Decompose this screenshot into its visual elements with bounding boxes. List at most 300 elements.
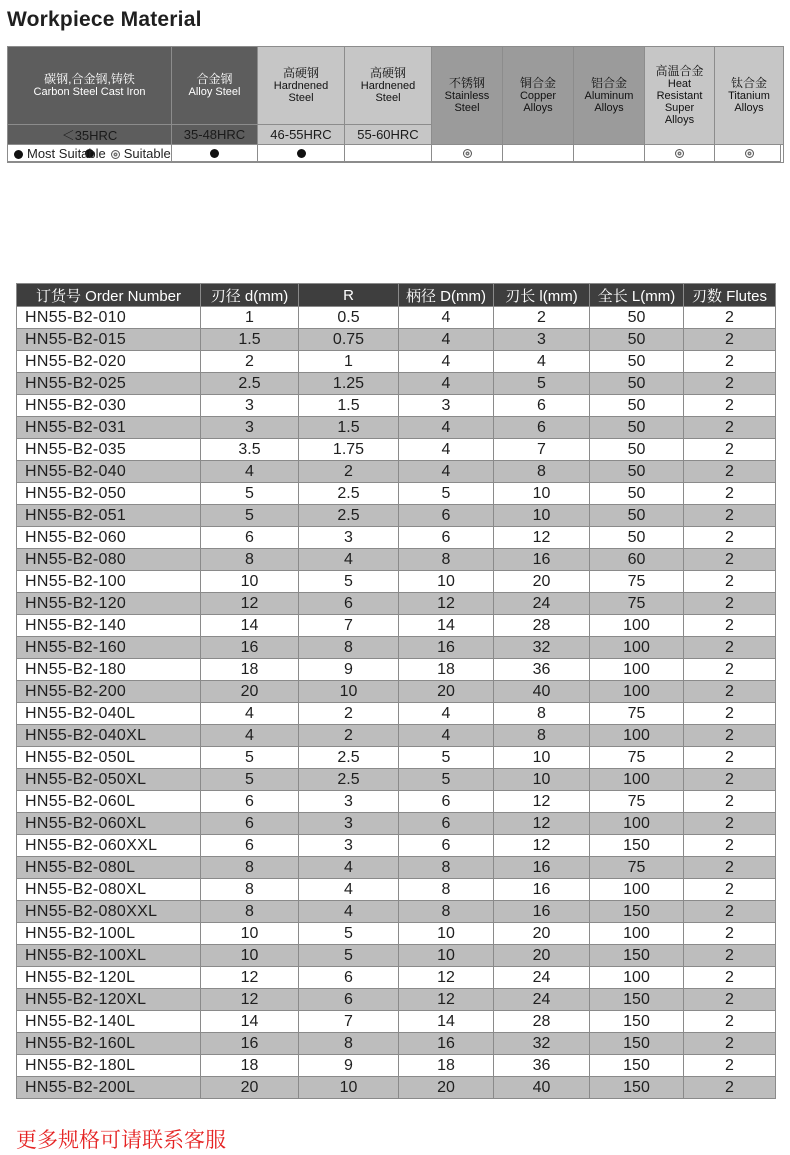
spec-cell: 4	[299, 901, 399, 923]
spec-cell: 150	[590, 901, 684, 923]
spec-cell: 2	[684, 329, 776, 351]
spec-cell: 5	[399, 747, 494, 769]
spec-cell: 100	[590, 637, 684, 659]
spec-cell: 36	[494, 1055, 590, 1077]
spec-cell: 16	[201, 637, 299, 659]
table-row	[17, 615, 776, 637]
spec-cell: 3	[299, 527, 399, 549]
spec-cell: 3	[201, 417, 299, 439]
spec-cell: 20	[201, 1077, 299, 1099]
order-number-cell: HN55-B2-040L	[17, 703, 201, 725]
spec-cell: 2	[684, 417, 776, 439]
spec-cell: 2	[684, 923, 776, 945]
spec-cell: 4	[399, 417, 494, 439]
material-en-label: Alloys	[664, 114, 695, 126]
spec-cell: 20	[494, 945, 590, 967]
column-header: 柄径 D(mm)	[399, 284, 494, 307]
material-header-7	[645, 47, 715, 145]
spec-cell: 10	[201, 945, 299, 967]
material-en-label: Hardnened	[273, 80, 329, 92]
table-row	[17, 1055, 776, 1077]
spec-cell: 16	[494, 549, 590, 571]
spec-cell: 2	[684, 857, 776, 879]
order-number-cell: HN55-B2-025	[17, 373, 201, 395]
material-header-8	[715, 47, 784, 145]
material-cn-label: 高温合金	[655, 64, 704, 78]
spec-cell: 2	[684, 483, 776, 505]
column-header: 订货号 Order Number	[17, 284, 201, 307]
order-number-cell: HN55-B2-060	[17, 527, 201, 549]
material-cn-label: 不锈钢	[448, 76, 485, 90]
table-row	[17, 923, 776, 945]
order-number-cell: HN55-B2-100L	[17, 923, 201, 945]
spec-cell: 50	[590, 483, 684, 505]
table-row	[17, 1033, 776, 1055]
spec-cell: 6	[201, 791, 299, 813]
table-row	[17, 791, 776, 813]
spec-cell: 4	[399, 461, 494, 483]
material-en-label: Alloy Steel	[188, 86, 241, 98]
spec-cell: 3	[494, 329, 590, 351]
spec-cell: 2	[684, 681, 776, 703]
spec-cell: 2	[684, 659, 776, 681]
table-row	[17, 659, 776, 681]
spec-cell: 2	[299, 725, 399, 747]
spec-cell: 8	[201, 857, 299, 879]
spec-cell: 2	[684, 1077, 776, 1099]
order-number-cell: HN55-B2-120	[17, 593, 201, 615]
material-cn-label: 高硬钢	[282, 66, 319, 80]
spec-cell: 18	[201, 1055, 299, 1077]
spec-cell: 8	[399, 879, 494, 901]
spec-cell: 12	[494, 791, 590, 813]
spec-cell: 2.5	[299, 505, 399, 527]
spec-cell: 50	[590, 505, 684, 527]
table-row	[17, 1077, 776, 1099]
spec-cell: 6	[494, 395, 590, 417]
spec-cell: 10	[399, 923, 494, 945]
spec-cell: 10	[399, 571, 494, 593]
order-number-cell: HN55-B2-010	[17, 307, 201, 329]
spec-cell: 2	[684, 945, 776, 967]
spec-cell: 7	[299, 615, 399, 637]
spec-cell: 6	[494, 417, 590, 439]
material-en-label: Alloys	[734, 102, 764, 114]
table-row	[17, 769, 776, 791]
order-number-cell: HN55-B2-180L	[17, 1055, 201, 1077]
spec-cell: 2	[684, 791, 776, 813]
spec-cell: 6	[399, 813, 494, 835]
spec-cell: 3	[299, 791, 399, 813]
material-en-label: Steel	[375, 92, 401, 104]
table-row	[17, 461, 776, 483]
spec-cell: 6	[299, 967, 399, 989]
hardness-range: 35-48HRC	[172, 125, 258, 145]
spec-cell: 20	[201, 681, 299, 703]
spec-cell: 4	[399, 351, 494, 373]
spec-cell: 14	[201, 1011, 299, 1033]
column-header: 刃径 d(mm)	[201, 284, 299, 307]
spec-cell: 4	[299, 857, 399, 879]
table-row	[17, 593, 776, 615]
column-header: 刃长 l(mm)	[494, 284, 590, 307]
spec-cell: 8	[399, 857, 494, 879]
spec-cell: 2	[684, 439, 776, 461]
table-row	[17, 879, 776, 901]
spec-cell: 75	[590, 703, 684, 725]
spec-cell: 18	[399, 1055, 494, 1077]
order-number-cell: HN55-B2-180	[17, 659, 201, 681]
spec-cell: 2	[684, 813, 776, 835]
spec-cell: 10	[494, 769, 590, 791]
spec-cell: 16	[399, 1033, 494, 1055]
order-number-cell: HN55-B2-080XL	[17, 879, 201, 901]
order-number-cell: HN55-B2-040	[17, 461, 201, 483]
spec-cell: 7	[494, 439, 590, 461]
spec-cell: 8	[494, 461, 590, 483]
spec-cell: 100	[590, 769, 684, 791]
table-row	[17, 681, 776, 703]
material-header-3	[345, 47, 432, 125]
spec-cell: 150	[590, 1055, 684, 1077]
table-row	[17, 351, 776, 373]
spec-cell: 8	[201, 901, 299, 923]
table-row	[17, 307, 776, 329]
spec-cell: 4	[201, 725, 299, 747]
material-en-label: Hardnened	[360, 80, 416, 92]
spec-cell: 3	[201, 395, 299, 417]
spec-cell: 6	[201, 835, 299, 857]
spec-cell: 16	[494, 901, 590, 923]
column-header: 刃数 Flutes	[684, 284, 776, 307]
spec-cell: 18	[399, 659, 494, 681]
table-row	[17, 505, 776, 527]
order-number-cell: HN55-B2-200L	[17, 1077, 201, 1099]
spec-cell: 16	[399, 637, 494, 659]
spec-cell: 4	[399, 703, 494, 725]
table-row	[17, 417, 776, 439]
spec-cell: 5	[201, 483, 299, 505]
spec-cell: 28	[494, 1011, 590, 1033]
spec-cell: 20	[494, 923, 590, 945]
table-row	[17, 329, 776, 351]
spec-cell: 12	[201, 989, 299, 1011]
spec-cell: 3	[299, 835, 399, 857]
spec-cell: 4	[399, 329, 494, 351]
order-number-cell: HN55-B2-140	[17, 615, 201, 637]
table-row	[17, 637, 776, 659]
spec-cell: 1.25	[299, 373, 399, 395]
hardness-range: 55-60HRC	[345, 125, 432, 145]
spec-cell: 75	[590, 593, 684, 615]
most-suitable-icon	[14, 150, 23, 159]
spec-cell: 10	[494, 483, 590, 505]
table-row	[17, 549, 776, 571]
spec-cell: 9	[299, 1055, 399, 1077]
spec-cell: 12	[201, 967, 299, 989]
spec-cell: 2	[684, 879, 776, 901]
spec-cell: 1.75	[299, 439, 399, 461]
spec-cell: 4	[399, 307, 494, 329]
spec-cell: 5	[299, 923, 399, 945]
spec-cell: 2	[684, 637, 776, 659]
spec-cell: 6	[399, 527, 494, 549]
spec-cell: 4	[299, 549, 399, 571]
legend-suitable-label: Suitable	[123, 146, 171, 161]
table-row	[17, 747, 776, 769]
page-title: Workpiece Material	[7, 8, 202, 31]
spec-cell: 2	[684, 395, 776, 417]
hardness-range: 46-55HRC	[258, 125, 345, 145]
spec-cell: 2	[684, 1033, 776, 1055]
spec-cell: 100	[590, 813, 684, 835]
spec-cell: 3	[399, 395, 494, 417]
table-row	[17, 813, 776, 835]
spec-cell: 14	[399, 615, 494, 637]
spec-cell: 16	[494, 857, 590, 879]
spec-cell: 50	[590, 527, 684, 549]
spec-cell: 150	[590, 835, 684, 857]
spec-cell: 50	[590, 373, 684, 395]
spec-cell: 12	[399, 989, 494, 1011]
order-number-cell: HN55-B2-035	[17, 439, 201, 461]
table-row	[17, 989, 776, 1011]
order-number-cell: HN55-B2-020	[17, 351, 201, 373]
order-number-cell: HN55-B2-080XXL	[17, 901, 201, 923]
table-row	[17, 901, 776, 923]
material-en-label: Titanium	[728, 90, 770, 102]
order-number-cell: HN55-B2-051	[17, 505, 201, 527]
spec-cell: 10	[299, 1077, 399, 1099]
table-row	[17, 945, 776, 967]
material-en-label: Alloys	[523, 102, 553, 114]
spec-cell: 50	[590, 439, 684, 461]
spec-cell: 10	[494, 747, 590, 769]
spec-cell: 5	[494, 373, 590, 395]
table-row	[17, 439, 776, 461]
table-row	[17, 1011, 776, 1033]
product-spec-table	[16, 283, 776, 1099]
spec-cell: 150	[590, 1033, 684, 1055]
spec-cell: 100	[590, 681, 684, 703]
order-number-cell: HN55-B2-120L	[17, 967, 201, 989]
material-header-0	[8, 47, 172, 125]
order-number-cell: HN55-B2-100	[17, 571, 201, 593]
spec-cell: 12	[201, 593, 299, 615]
order-number-cell: HN55-B2-160	[17, 637, 201, 659]
material-en-label: Resistant	[656, 90, 703, 102]
table-row	[17, 483, 776, 505]
spec-cell: 0.5	[299, 307, 399, 329]
spec-cell: 50	[590, 417, 684, 439]
spec-cell: 2	[684, 307, 776, 329]
material-en-label: Stainless	[444, 90, 490, 102]
order-number-cell: HN55-B2-030	[17, 395, 201, 417]
spec-cell: 3.5	[201, 439, 299, 461]
spec-cell: 6	[399, 505, 494, 527]
spec-cell: 8	[299, 637, 399, 659]
spec-cell: 5	[201, 769, 299, 791]
spec-cell: 12	[494, 527, 590, 549]
spec-cell: 24	[494, 989, 590, 1011]
spec-cell: 16	[494, 879, 590, 901]
spec-cell: 4	[399, 373, 494, 395]
order-number-cell: HN55-B2-040XL	[17, 725, 201, 747]
column-header: R	[299, 284, 399, 307]
spec-cell: 6	[299, 593, 399, 615]
spec-cell: 150	[590, 989, 684, 1011]
spec-cell: 40	[494, 1077, 590, 1099]
suitability-legend	[7, 144, 781, 162]
table-row	[17, 527, 776, 549]
material-header-6	[574, 47, 645, 145]
order-number-cell: HN55-B2-160L	[17, 1033, 201, 1055]
spec-cell: 100	[590, 967, 684, 989]
order-number-cell: HN55-B2-200	[17, 681, 201, 703]
spec-cell: 50	[590, 395, 684, 417]
spec-cell: 8	[299, 1033, 399, 1055]
spec-cell: 5	[201, 747, 299, 769]
spec-cell: 2	[684, 703, 776, 725]
spec-cell: 18	[201, 659, 299, 681]
table-row	[17, 967, 776, 989]
spec-cell: 2	[684, 615, 776, 637]
spec-cell: 2.5	[299, 747, 399, 769]
spec-cell: 4	[399, 439, 494, 461]
spec-cell: 2	[684, 901, 776, 923]
spec-cell: 32	[494, 637, 590, 659]
legend-most-label: Most Suitable	[27, 146, 106, 161]
order-number-cell: HN55-B2-015	[17, 329, 201, 351]
spec-cell: 50	[590, 307, 684, 329]
spec-cell: 14	[201, 615, 299, 637]
order-number-cell: HN55-B2-050L	[17, 747, 201, 769]
table-row	[17, 725, 776, 747]
spec-cell: 100	[590, 659, 684, 681]
order-number-cell: HN55-B2-100XL	[17, 945, 201, 967]
spec-cell: 12	[494, 813, 590, 835]
spec-cell: 60	[590, 549, 684, 571]
spec-cell: 100	[590, 923, 684, 945]
order-number-cell: HN55-B2-060L	[17, 791, 201, 813]
contact-footnote: 更多规格可请联系客服	[16, 1129, 226, 1152]
spec-cell: 10	[201, 923, 299, 945]
spec-cell: 36	[494, 659, 590, 681]
spec-cell: 2.5	[299, 483, 399, 505]
spec-cell: 16	[201, 1033, 299, 1055]
suitable-icon	[111, 150, 120, 159]
spec-cell: 2.5	[299, 769, 399, 791]
table-row	[17, 373, 776, 395]
order-number-cell: HN55-B2-050XL	[17, 769, 201, 791]
spec-cell: 100	[590, 879, 684, 901]
order-number-cell: HN55-B2-140L	[17, 1011, 201, 1033]
spec-cell: 4	[201, 461, 299, 483]
spec-cell: 7	[299, 1011, 399, 1033]
spec-cell: 8	[201, 879, 299, 901]
spec-cell: 50	[590, 351, 684, 373]
spec-cell: 6	[399, 835, 494, 857]
material-cn-label: 高硬钢	[369, 66, 406, 80]
spec-cell: 2	[684, 593, 776, 615]
spec-cell: 6	[299, 989, 399, 1011]
spec-cell: 6	[399, 791, 494, 813]
spec-cell: 8	[399, 901, 494, 923]
spec-cell: 150	[590, 1077, 684, 1099]
spec-cell: 5	[201, 505, 299, 527]
hardness-range: ＜35HRC	[8, 125, 172, 145]
spec-cell: 1.5	[299, 395, 399, 417]
spec-cell: 2	[684, 373, 776, 395]
material-en-label: Copper	[519, 90, 557, 102]
spec-cell: 100	[590, 615, 684, 637]
table-row	[17, 395, 776, 417]
order-number-cell: HN55-B2-080L	[17, 857, 201, 879]
material-en-label: Aluminum	[584, 90, 634, 102]
column-header: 全长 L(mm)	[590, 284, 684, 307]
spec-cell: 12	[399, 593, 494, 615]
material-en-label: Heat	[667, 78, 692, 90]
spec-cell: 75	[590, 571, 684, 593]
spec-cell: 32	[494, 1033, 590, 1055]
spec-cell: 2.5	[201, 373, 299, 395]
spec-cell: 4	[201, 703, 299, 725]
spec-cell: 2	[684, 1055, 776, 1077]
material-en-label: Super	[664, 102, 695, 114]
spec-cell: 12	[399, 967, 494, 989]
spec-cell: 3	[299, 813, 399, 835]
spec-cell: 150	[590, 1011, 684, 1033]
spec-cell: 0.75	[299, 329, 399, 351]
material-en-label: Steel	[288, 92, 314, 104]
spec-cell: 8	[201, 549, 299, 571]
material-header-5	[503, 47, 574, 145]
material-header-1	[172, 47, 258, 125]
spec-cell: 2	[684, 725, 776, 747]
material-cn-label: 铝合金	[590, 76, 627, 90]
material-header-4	[432, 47, 503, 145]
spec-cell: 4	[299, 879, 399, 901]
spec-cell: 1.5	[299, 417, 399, 439]
spec-cell: 8	[494, 725, 590, 747]
spec-cell: 2	[684, 571, 776, 593]
material-cn-label: 铜合金	[519, 76, 556, 90]
spec-cell: 2	[684, 747, 776, 769]
spec-cell: 6	[201, 813, 299, 835]
order-number-cell: HN55-B2-050	[17, 483, 201, 505]
spec-cell: 2	[684, 989, 776, 1011]
spec-cell: 5	[299, 571, 399, 593]
order-number-cell: HN55-B2-060XXL	[17, 835, 201, 857]
spec-cell: 2	[684, 461, 776, 483]
spec-cell: 40	[494, 681, 590, 703]
spec-cell: 20	[399, 1077, 494, 1099]
spec-cell: 14	[399, 1011, 494, 1033]
spec-cell: 1	[299, 351, 399, 373]
spec-cell: 1.5	[201, 329, 299, 351]
spec-cell: 2	[684, 1011, 776, 1033]
spec-cell: 5	[399, 483, 494, 505]
spec-cell: 28	[494, 615, 590, 637]
spec-cell: 2	[684, 505, 776, 527]
spec-cell: 2	[684, 351, 776, 373]
spec-cell: 10	[201, 571, 299, 593]
material-en-label: Steel	[454, 102, 480, 114]
spec-cell: 75	[590, 747, 684, 769]
order-number-cell: HN55-B2-031	[17, 417, 201, 439]
material-en-label: Carbon Steel Cast Iron	[33, 86, 146, 98]
spec-cell: 24	[494, 593, 590, 615]
